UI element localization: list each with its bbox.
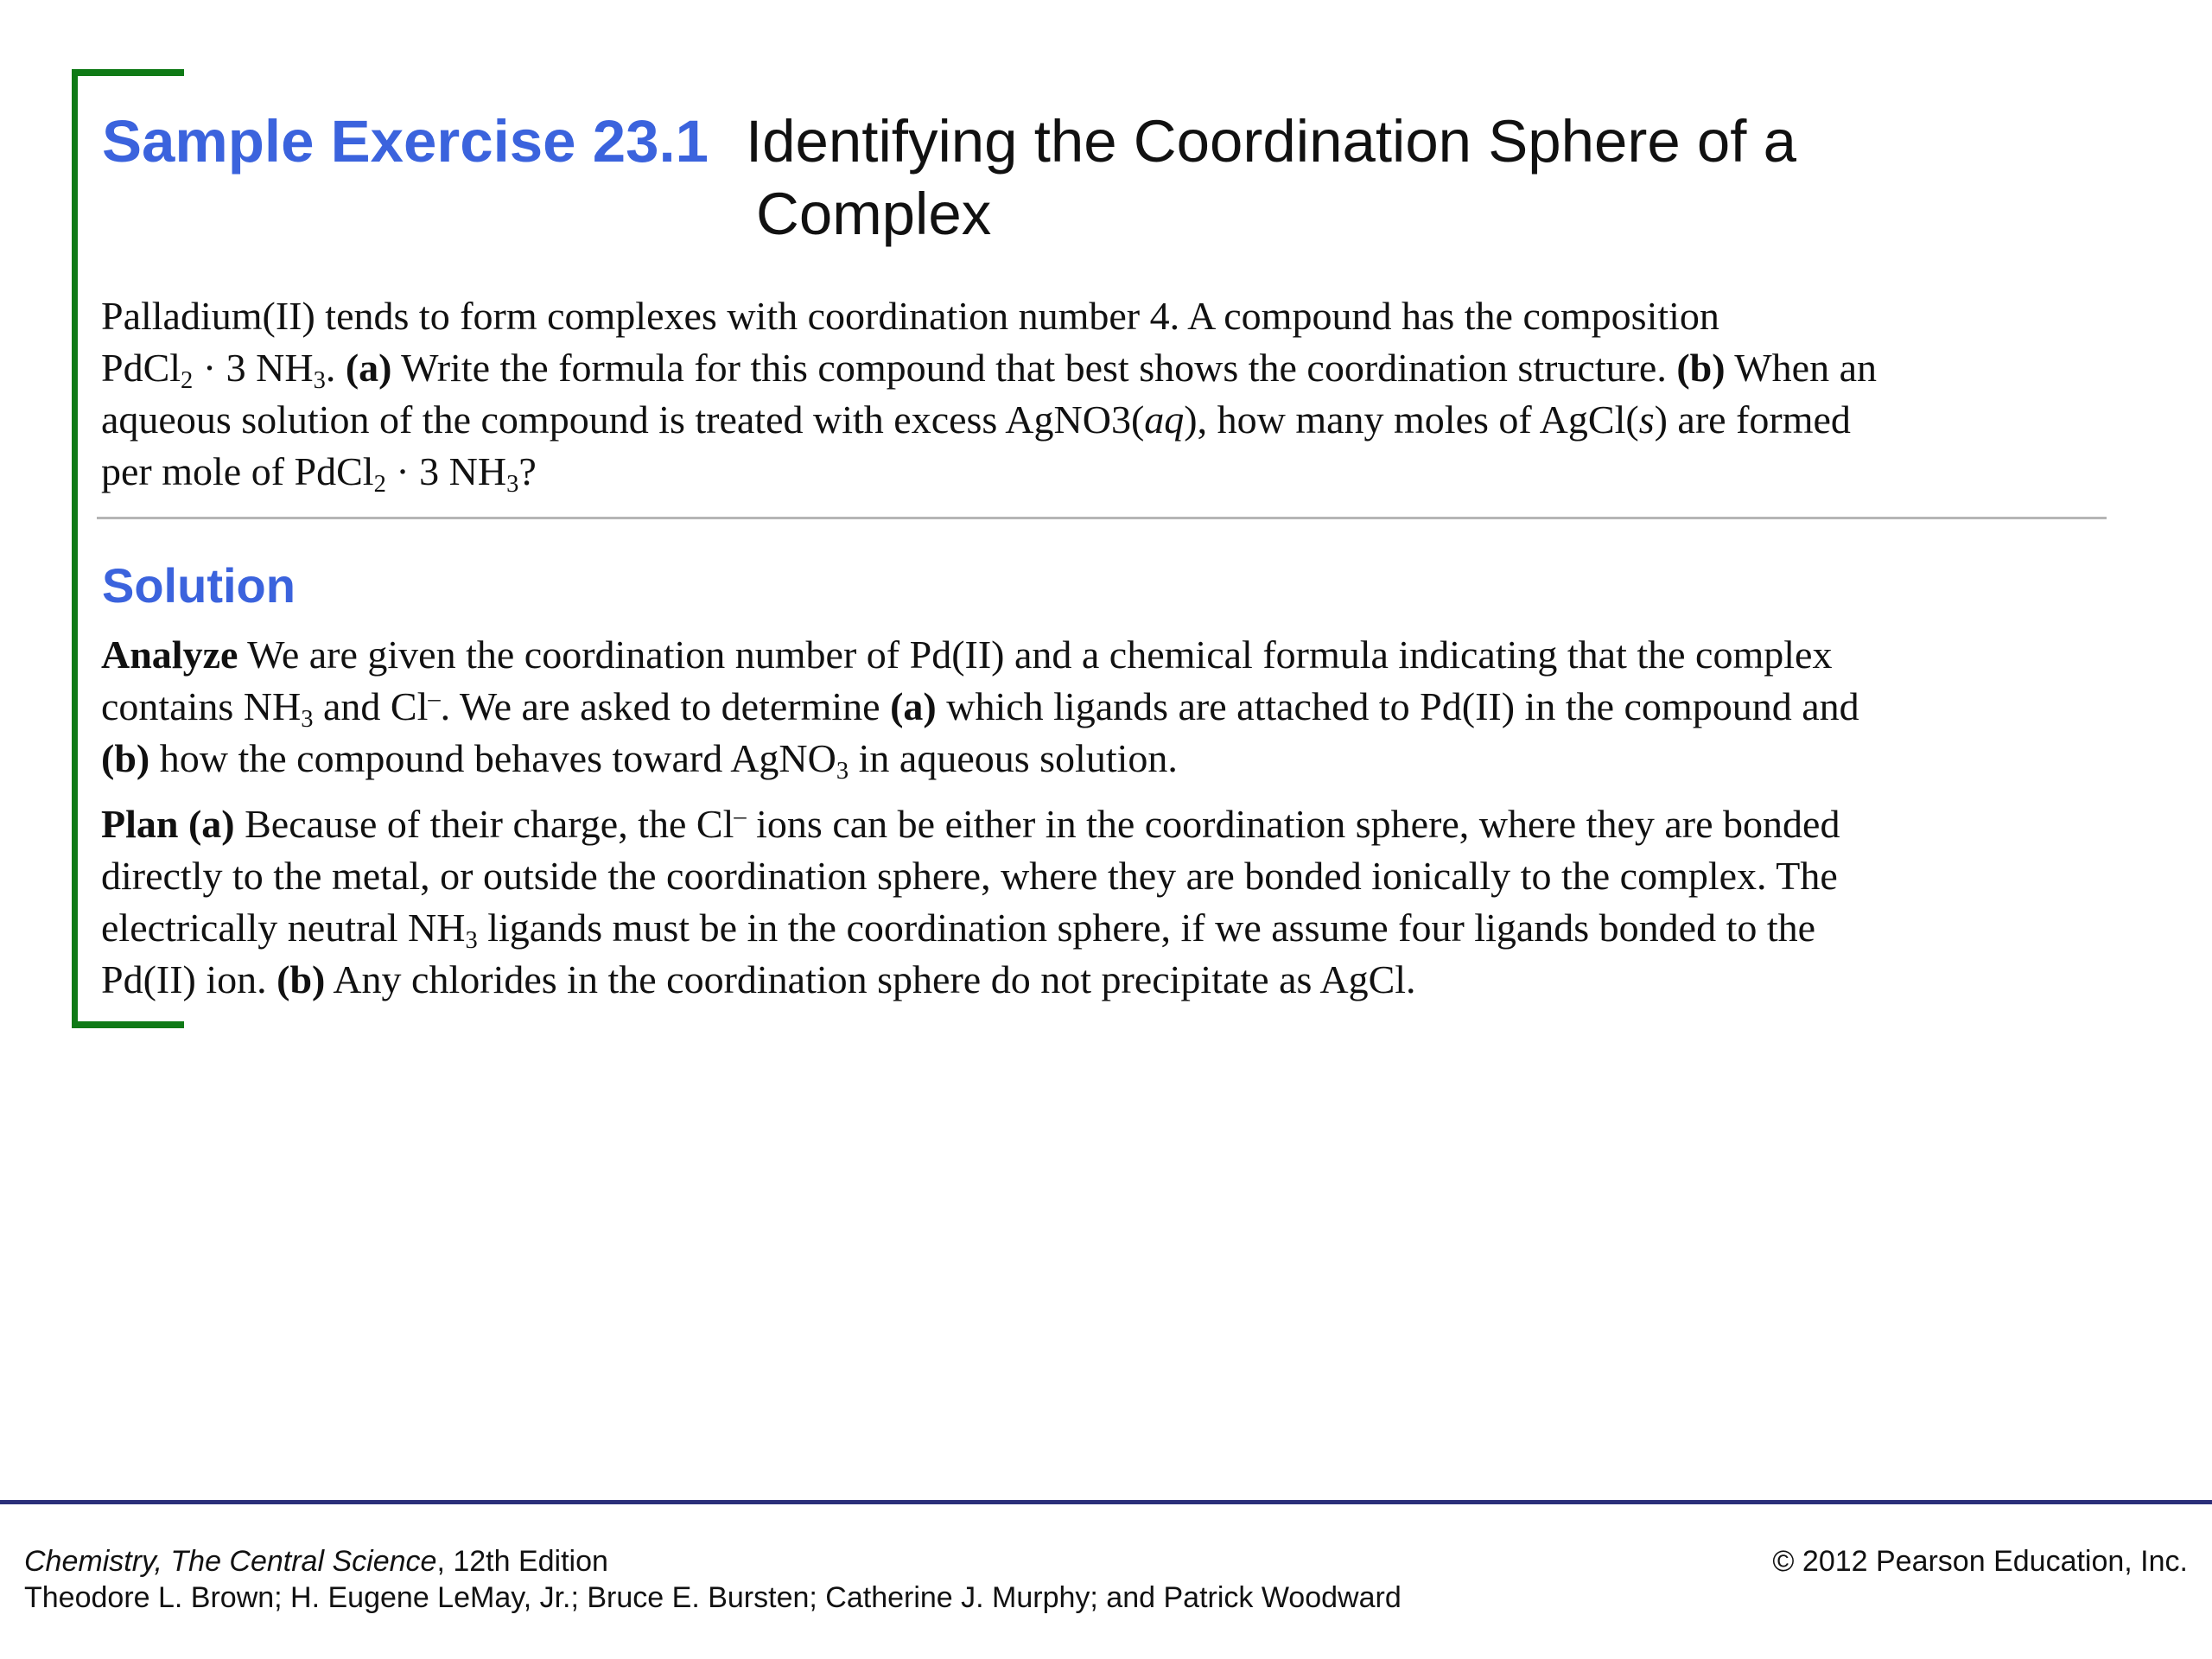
subscript: 3 <box>836 757 849 785</box>
text-run: and Cl <box>313 684 429 728</box>
problem-line-2 <box>101 342 2114 394</box>
text-run: · 3 NH <box>385 449 507 493</box>
text-run: how the compound behaves toward AgNO <box>149 736 836 780</box>
text-run: We are given the coordination number of Pd(II) and a chemical formula indicating that the complex <box>238 632 1833 677</box>
text-run: ? <box>518 449 537 493</box>
analyze-label: Analyze <box>101 632 238 677</box>
part-b-marker: (b) <box>101 736 150 780</box>
text-run: ligands must be in the coordination sphere, if we assume four ligands bonded to the <box>477 906 1816 950</box>
part-b-marker: (b) <box>1676 346 1726 390</box>
problem-statement <box>101 290 2114 498</box>
footer-book-line <box>24 1543 608 1580</box>
superscript: – <box>734 803 747 830</box>
text-run: · 3 NH <box>193 346 314 390</box>
plan-paragraph <box>101 798 2114 1006</box>
text-run: Pd(II) ion. <box>101 957 277 1001</box>
text-run: ions can be either in the coordination sphere, where they are bonded <box>746 802 1840 846</box>
text-run: aqueous solution of the compound is treated with excess AgNO3( <box>101 397 1145 442</box>
text-run: electrically neutral NH <box>101 906 466 950</box>
footer-authors: Theodore L. Brown; H. Eugene LeMay, Jr.; Bruce E. Bursten; Catherine J. Murphy; and Patrick Woodward <box>24 1581 1402 1614</box>
solution-heading: Solution <box>102 558 296 613</box>
plan-line-3 <box>101 902 2114 954</box>
plan-line-2: directly to the metal, or outside the coordination sphere, where they are bonded ionically to the complex. The <box>101 854 1838 898</box>
text-run: per mole of PdCl <box>101 449 374 493</box>
italic-run: s <box>1638 397 1655 442</box>
exercise-title-line2: Complex <box>756 181 992 247</box>
superscript: – <box>428 685 441 713</box>
problem-line-1: Palladium(II) tends to form complexes with coordination number 4. A compound has the composition <box>101 294 1719 338</box>
section-divider <box>97 517 2107 519</box>
book-title: Chemistry, The Central Science <box>24 1545 437 1578</box>
exercise-title <box>746 105 1973 251</box>
analyze-line-2 <box>101 681 2114 733</box>
text-run: which ligands are attached to Pd(II) in the compound and <box>936 684 1859 728</box>
bracket-left-bar <box>72 69 78 1028</box>
text-run: in aqueous solution. <box>849 736 1178 780</box>
footer-divider <box>0 1500 2212 1504</box>
exercise-label: Sample Exercise 23.1 <box>102 108 709 175</box>
part-b-marker: (b) <box>276 957 326 1001</box>
plan-line-4 <box>101 954 2114 1006</box>
text-run: When an <box>1725 346 1878 390</box>
problem-line-4 <box>101 446 2114 498</box>
text-run: . We are asked to determine <box>440 684 891 728</box>
text-run: . <box>325 346 346 390</box>
text-run: Any chlorides in the coordination sphere do not precipitate as AgCl. <box>325 957 1416 1001</box>
subscript: 3 <box>301 705 314 733</box>
subscript: 3 <box>465 926 478 954</box>
subscript: 3 <box>313 366 326 394</box>
page-heading <box>102 105 1796 247</box>
text-run: Because of their charge, the Cl <box>234 802 734 846</box>
subscript: 3 <box>506 470 519 498</box>
subscript: 2 <box>373 470 386 498</box>
subscript: 2 <box>181 366 194 394</box>
analyze-line-1 <box>101 629 2114 681</box>
plan-label: Plan <box>101 802 179 846</box>
text-run: Write the formula for this compound that best shows the coordination structure. <box>391 346 1677 390</box>
part-a-marker: (a) <box>890 684 937 728</box>
book-edition: , 12th Edition <box>436 1545 608 1578</box>
text-run: ) are formed <box>1654 397 1851 442</box>
text-run: PdCl <box>101 346 181 390</box>
footer-copyright: © 2012 Pearson Education, Inc. <box>1772 1545 2188 1578</box>
part-a-marker: (a) <box>345 346 392 390</box>
analyze-paragraph <box>101 629 2114 785</box>
bracket-bottom-tick <box>72 1021 184 1028</box>
italic-run: aq <box>1144 397 1185 442</box>
problem-line-3 <box>101 394 2114 446</box>
text-run: ), how many moles of AgCl( <box>1184 397 1639 442</box>
plan-line-1 <box>101 798 2114 850</box>
analyze-line-3 <box>101 733 2114 785</box>
text-run: contains NH <box>101 684 302 728</box>
exercise-title-line1: Identifying the Coordination Sphere of a <box>746 108 1796 175</box>
bracket-top-tick <box>72 69 184 76</box>
part-a-marker: (a) <box>188 802 235 846</box>
